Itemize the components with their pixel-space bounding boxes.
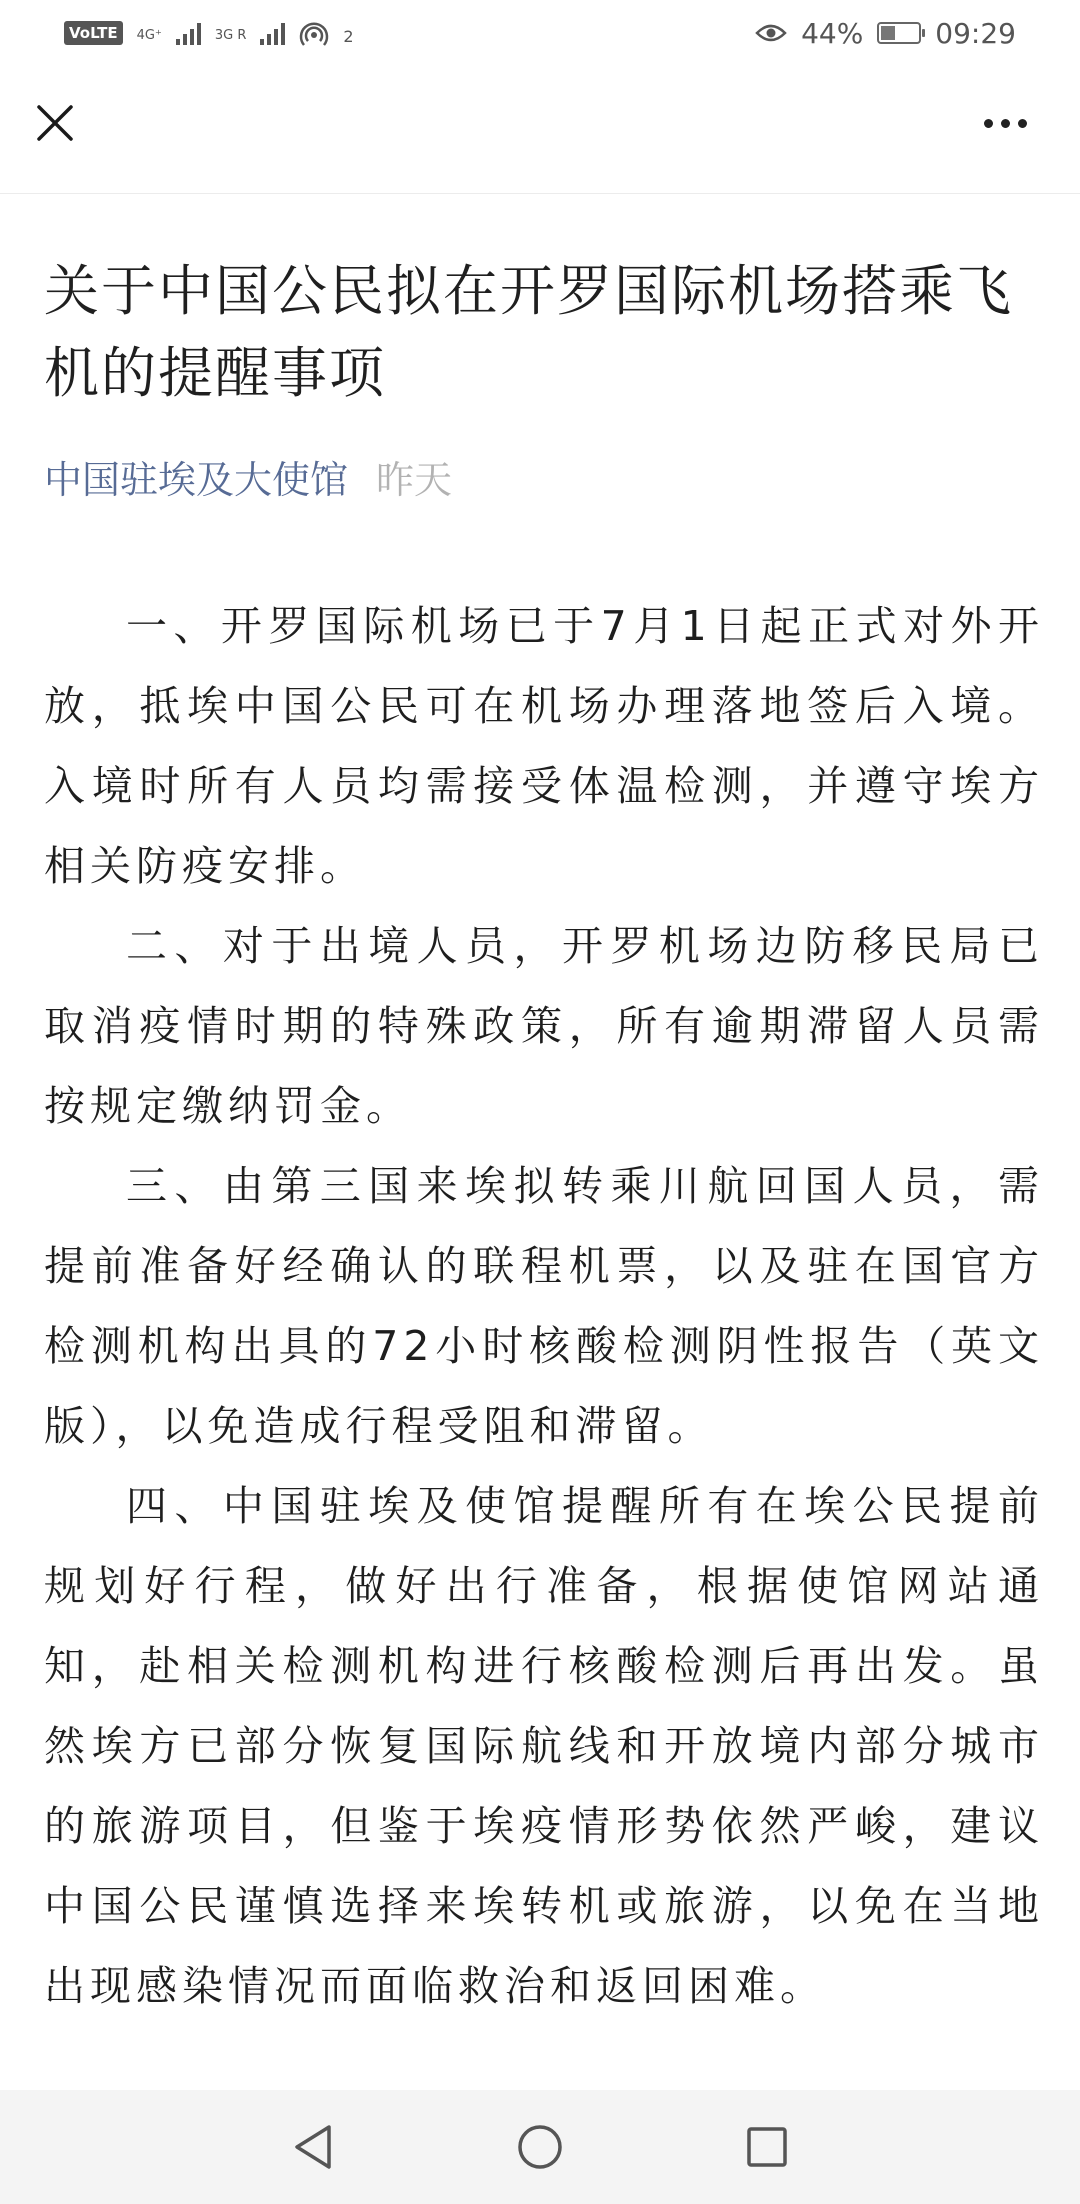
status-right xyxy=(755,17,1016,50)
recents-button[interactable] xyxy=(737,2117,797,2177)
paragraph-1: 一、开罗国际机场已于7月1日起正式对外开放，抵埃中国公民可在机场办理落地签后入境。入境时所有人员均需接受体温检测，并遵守埃方相关防疫安排。 xyxy=(44,602,1044,890)
back-button[interactable] xyxy=(283,2117,343,2177)
status-left xyxy=(64,19,354,47)
more-icon-dot xyxy=(1018,119,1027,128)
hotspot-icon xyxy=(299,19,329,47)
hotspot-count: 2 xyxy=(343,27,354,46)
volte-badge: VoLTE xyxy=(64,21,123,45)
back-triangle-icon xyxy=(291,2123,335,2171)
close-icon xyxy=(35,103,75,143)
signal-1-icon xyxy=(176,21,201,45)
account-link[interactable]: 中国驻埃及大使馆 xyxy=(44,458,349,502)
paragraph-4: 四、中国驻埃及使馆提醒所有在埃公民提前规划好行程，做好出行准备，根据使馆网站通知，赴相关检测机构进行核酸检测后再出发。虽然埃方已部分恢复国际航线和开放境内部分城市的旅游项目，但鉴于埃疫情形势依然严峻，建议中国公民谨慎选择来埃转机或旅游，以免在当地出现感染情况而面临救治和返回困难。 xyxy=(44,1482,1044,2010)
signal-2-label: 3G R xyxy=(214,28,247,43)
recents-square-icon xyxy=(745,2125,789,2169)
battery-percent: 44% xyxy=(801,16,864,50)
paragraph-3: 三、由第三国来埃拟转乘川航回国人员，需提前准备好经确认的联程机票，以及驻在国官方检测机构出具的72小时核酸检测阴性报告（英文版），以免造成行程受阻和滞留。 xyxy=(44,1162,1044,1450)
article xyxy=(44,250,1044,2026)
eye-icon xyxy=(755,22,787,44)
status-bar xyxy=(0,0,1080,66)
nav-bar xyxy=(0,66,1080,194)
system-nav-bar xyxy=(0,2090,1080,2204)
signal-1-label: 4G⁺ xyxy=(136,28,162,43)
article-title: 关于中国公民拟在开罗国际机场搭乘飞机的提醒事项 xyxy=(44,259,1014,405)
more-icon-dot xyxy=(1001,119,1010,128)
publish-date: 昨天 xyxy=(376,458,453,502)
paragraph-2: 二、对于出境人员，开罗机场边防移民局已取消疫情时期的特殊政策，所有逾期滞留人员需按规定缴纳罚金。 xyxy=(44,922,1044,1130)
more-icon-dot xyxy=(984,119,993,128)
battery-icon xyxy=(877,22,921,44)
clock: 09:29 xyxy=(935,16,1016,50)
close-button[interactable] xyxy=(30,98,80,148)
signal-2-icon xyxy=(260,21,285,45)
more-button[interactable] xyxy=(970,98,1040,148)
article-body xyxy=(44,586,1044,2026)
home-circle-icon xyxy=(516,2123,564,2171)
article-meta xyxy=(44,450,1044,510)
home-button[interactable] xyxy=(510,2117,570,2177)
